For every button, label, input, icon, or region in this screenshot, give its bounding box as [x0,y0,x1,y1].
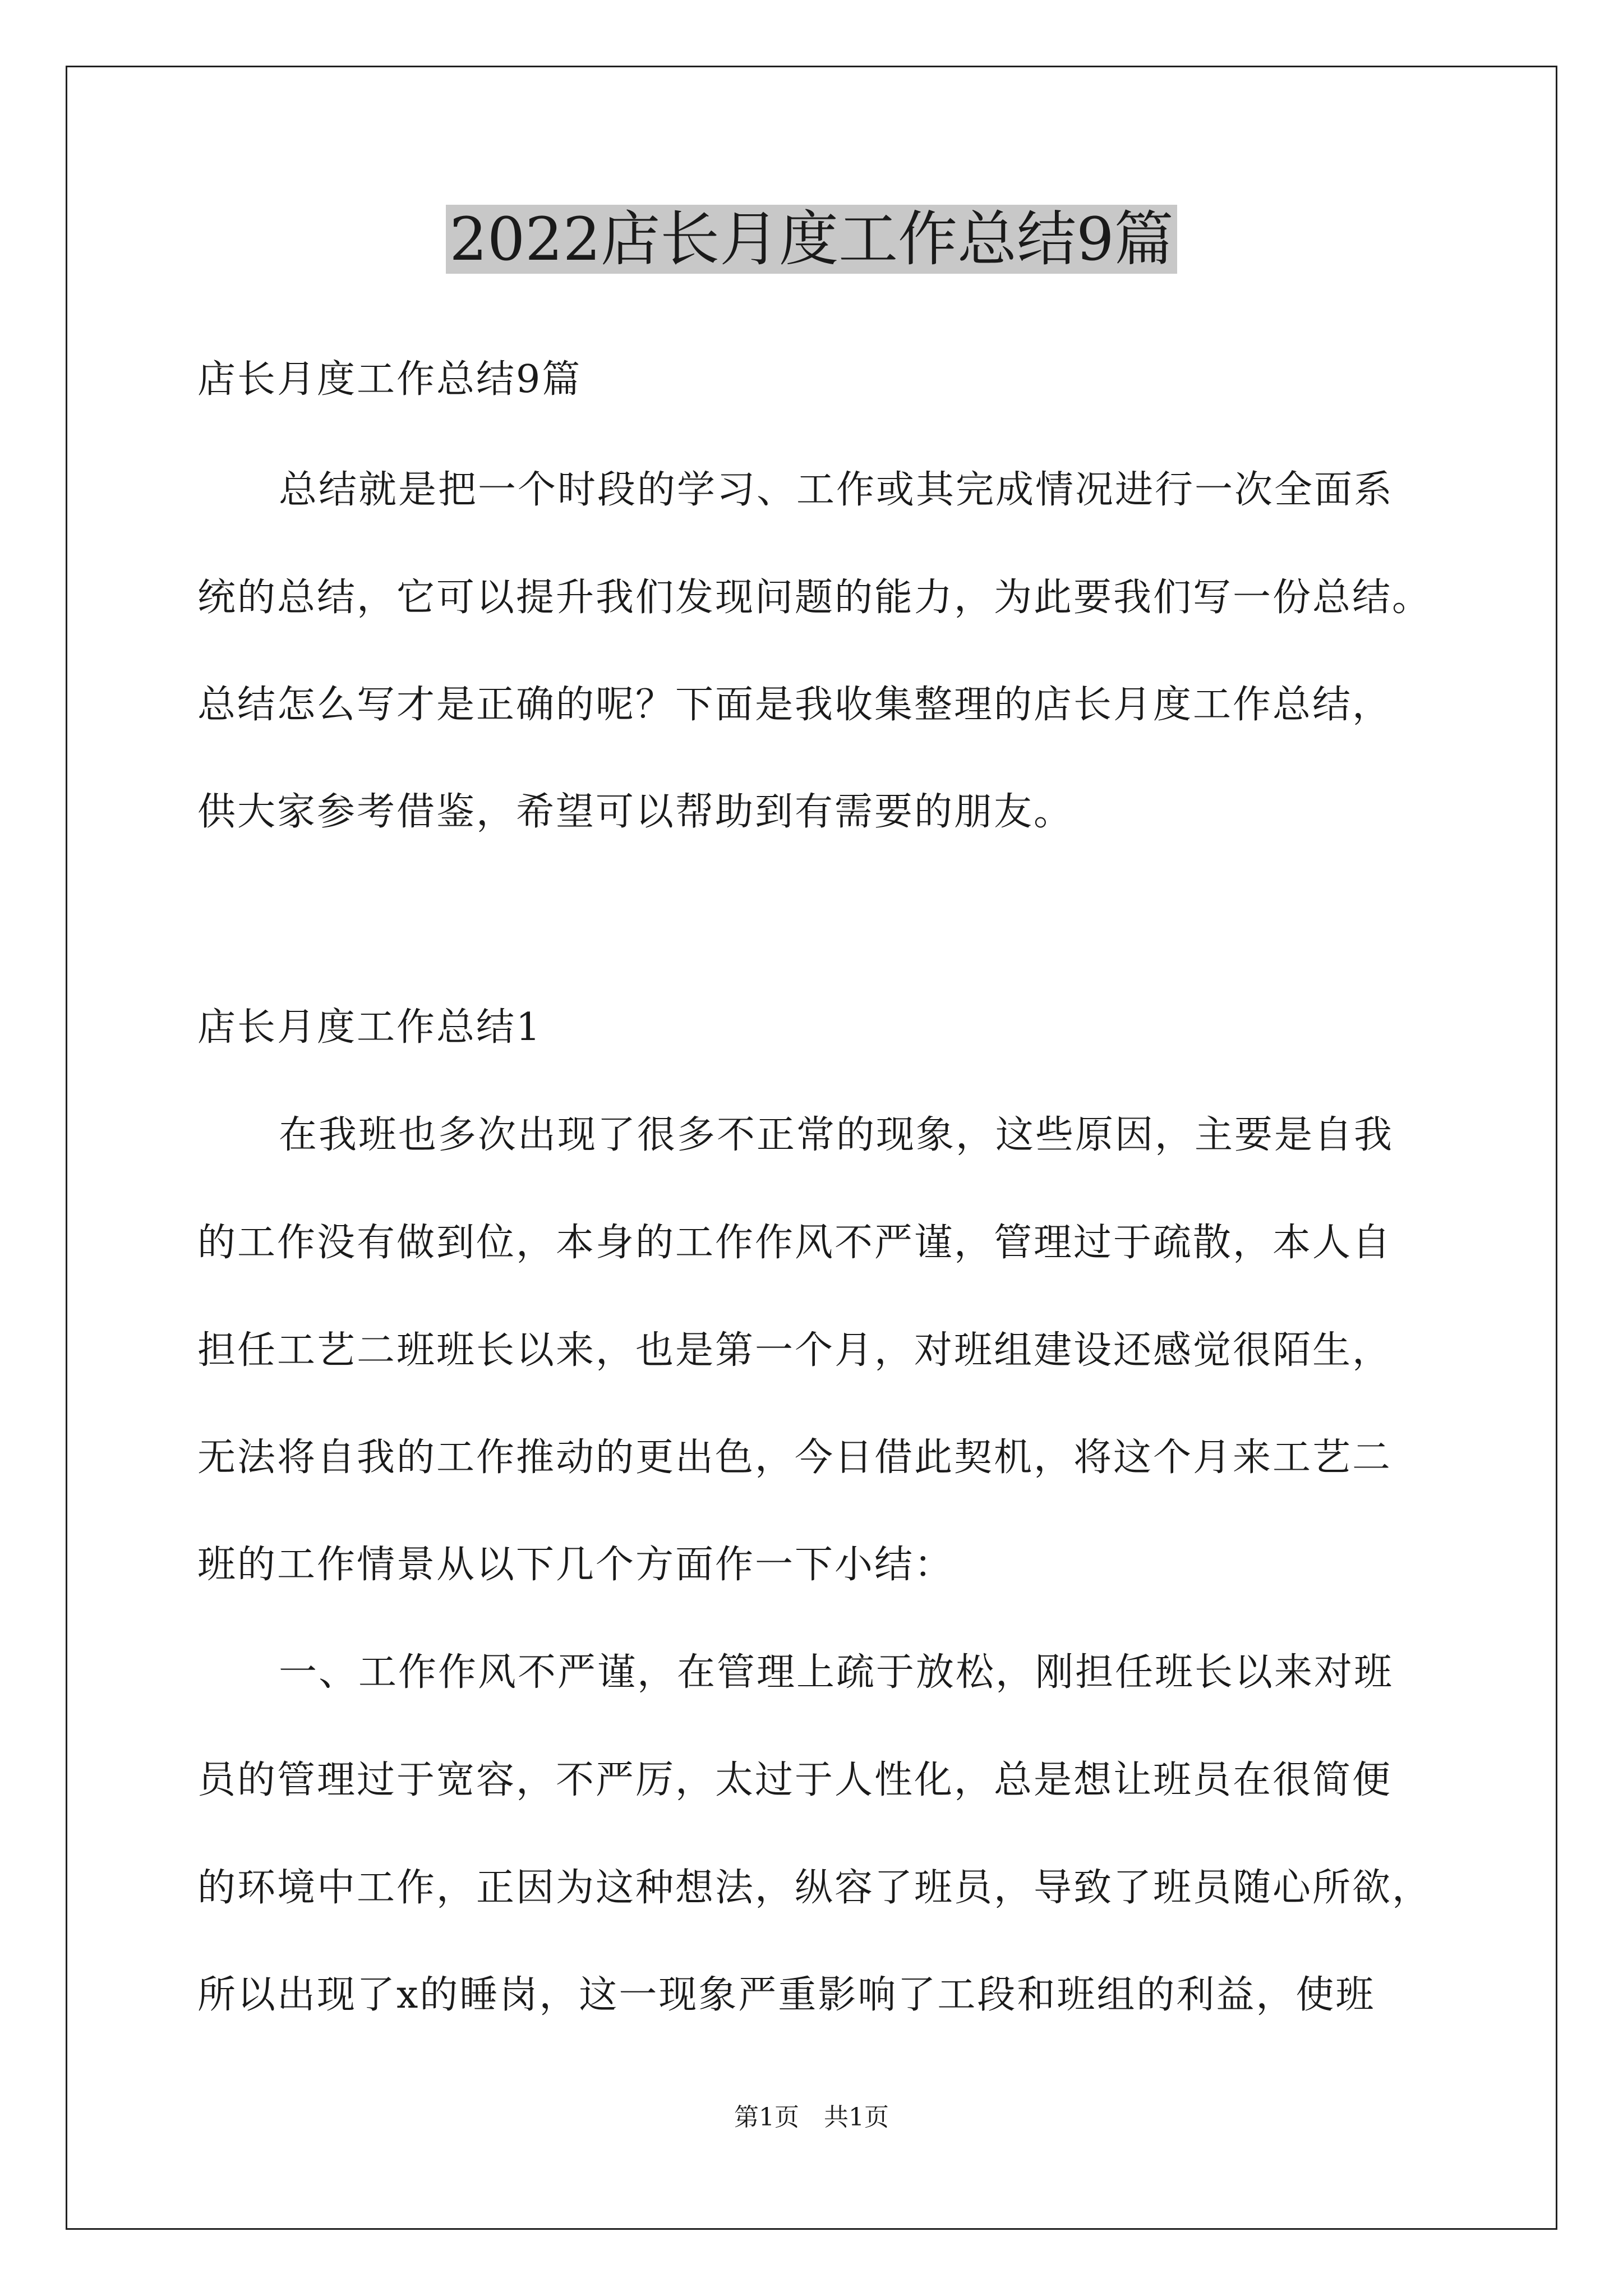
paragraph-line: 在我班也多次出现了很多不正常的现象，这些原因，主要是自我 [279,1113,1394,1157]
page-footer: 第1页 共1页 [734,2103,889,2132]
section-heading: 店长月度工作总结1 [197,1005,542,1050]
paragraph-line: 的环境中工作，正因为这种想法，纵容了班员，导致了班员随心所欲， [197,1866,1432,1910]
document-title [0,197,1623,282]
paragraph-line: 担任工艺二班班长以来，也是第一个月，对班组建设还感觉很陌生， [197,1328,1393,1373]
paragraph-line: 的工作没有做到位，本身的工作作风不严谨，管理过于疏散，本人自 [197,1221,1393,1265]
intro-line: 统的总结，它可以提升我们发现问题的能力，为此要我们写一份总结。 [197,576,1432,620]
paragraph-line: 无法将自我的工作推动的更出色，今日借此契机，将这个月来工艺二 [197,1435,1393,1480]
intro-line: 供大家参考借鉴，希望可以帮助到有需要的朋友。 [197,790,1074,834]
paragraph-line: 员的管理过于宽容，不严厉，太过于人性化，总是想让班员在很简便 [197,1758,1393,1802]
intro-line: 总结怎么写才是正确的呢？下面是我收集整理的店长月度工作总结， [197,683,1393,727]
paragraph-line: 所以出现了x的睡岗，这一现象严重影响了工段和班组的利益，使班 [197,1973,1376,2017]
paragraph-line: 班的工作情景从以下几个方面作一下小结： [197,1543,955,1587]
document-title-text: 2022店长月度工作总结9篇 [446,205,1177,274]
intro-line: 总结就是把一个时段的学习、工作或其完成情况进行一次全面系 [279,468,1394,512]
paragraph-line: 一、工作作风不严谨，在管理上疏于放松，刚担任班长以来对班 [279,1650,1394,1695]
subtitle: 店长月度工作总结9篇 [197,357,582,402]
